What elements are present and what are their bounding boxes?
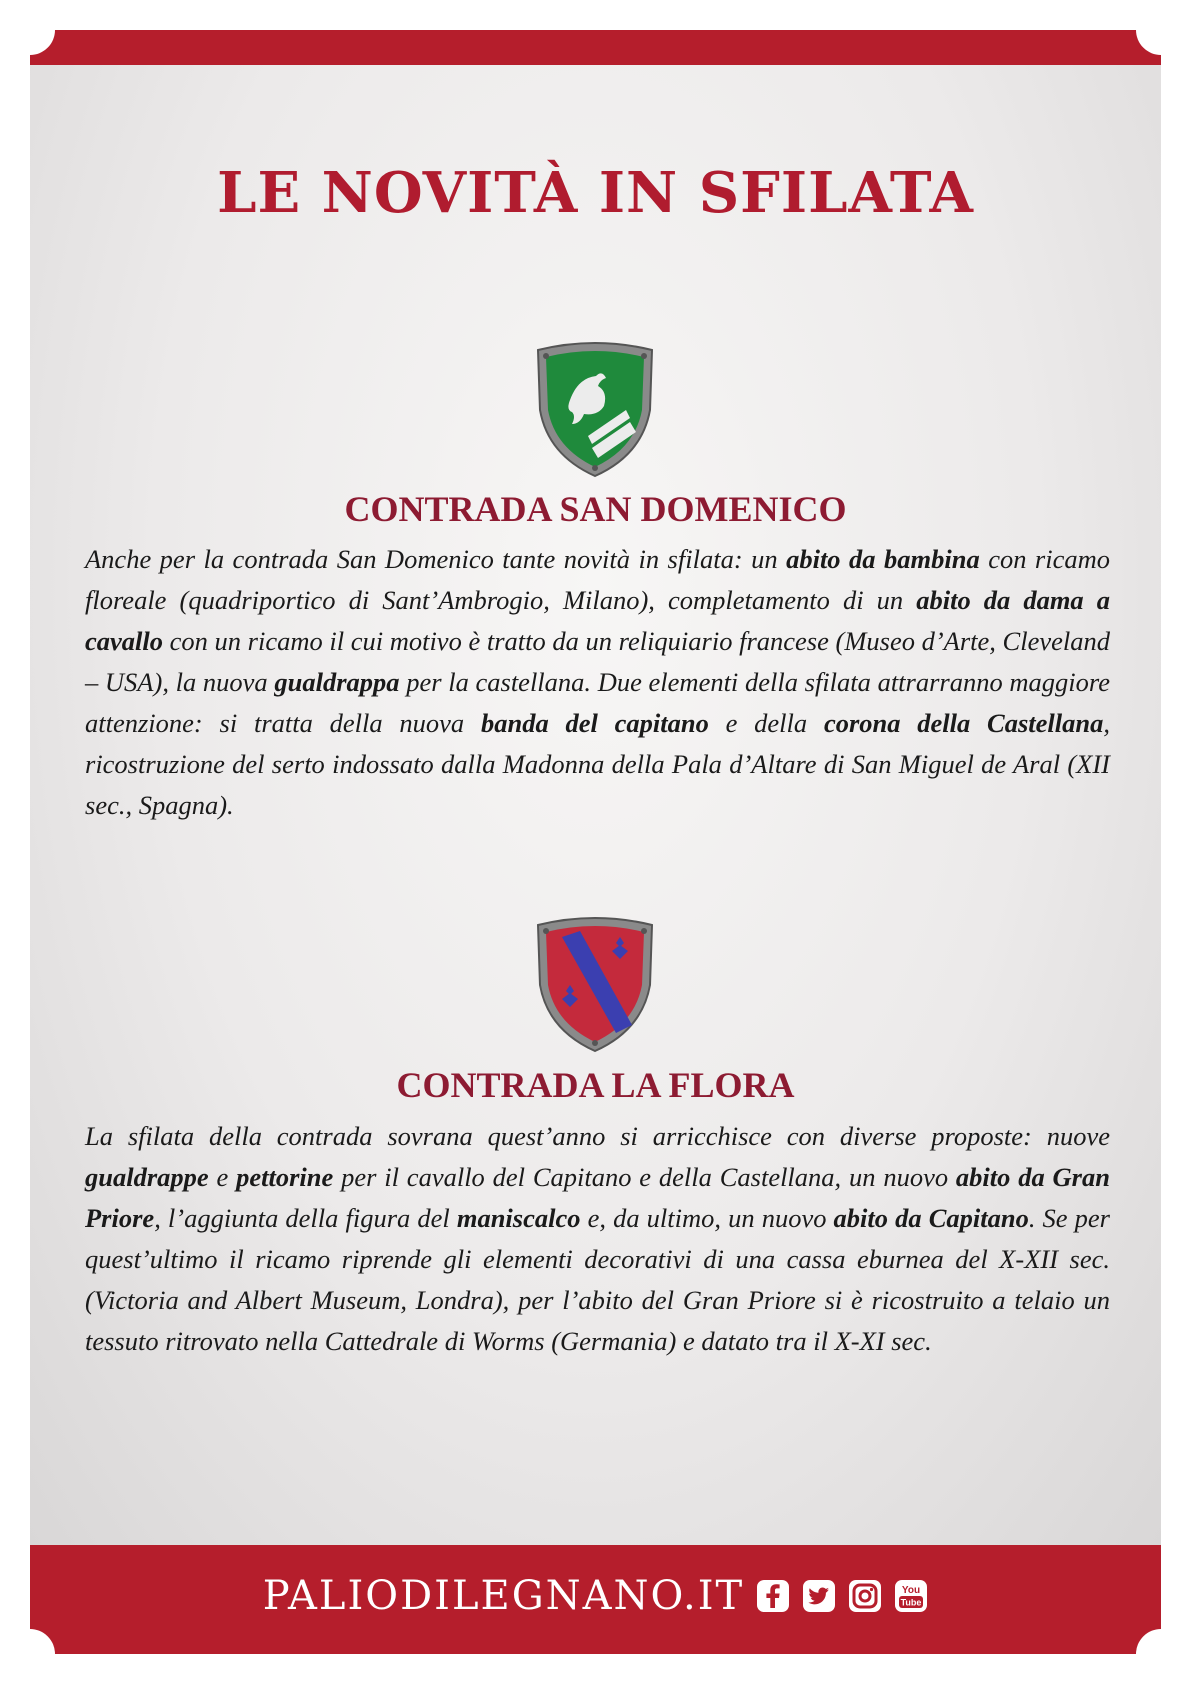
section-heading-la-flora: CONTRADA LA FLORA [396,1065,795,1105]
highlight-term: abito da Gran Priore [85,1162,1110,1233]
body-text: La sfilata della contrada sovrana quest’anno si arricchisce con diverse proposte: nuove [85,1121,1110,1151]
highlight-term: banda del capitano [480,708,709,738]
body-text: , l’aggiunta della figura del [154,1203,457,1233]
body-text: . Se per quest’ultimo il ricamo riprende gli elementi decorativi di una cassa eburnea del X-XII sec. (Victoria and Albert Museum, Londra), per l’abito del Gran Priore si è ricostruito a telaio un tessuto ritrovato nella Cattedrale di Worms (Germania) e datato tra il X-XI sec. [85,1203,1110,1356]
twitter-icon[interactable] [802,1579,836,1613]
highlight-term: pettorine [236,1162,334,1192]
body-text: e [208,1162,237,1192]
facebook-icon[interactable] [756,1579,790,1613]
highlight-term: gualdrappa [274,667,400,697]
body-text: , ricostruzione del serto indossato dalla Madonna della Pala d’Altare di San Miguel de Aral (XII sec., Spagna). [85,708,1110,820]
section-heading-san-domenico: CONTRADA SAN DOMENICO [344,489,847,529]
highlight-term: abito da Capitano [833,1203,1029,1233]
youtube-label-top: You [902,1585,921,1596]
highlight-term: maniscalco [456,1203,581,1233]
corner-notch [5,5,55,55]
corner-notch [1136,1629,1186,1679]
section-body-san-domenico [85,539,1110,826]
footer [0,1573,1191,1619]
youtube-icon[interactable] [894,1579,928,1613]
body-text: e, da ultimo, un nuovo [580,1203,834,1233]
page-title: LE NOVITÀ IN SFILATA [217,160,974,226]
highlight-term: abito da bambina [786,544,980,574]
instagram-icon[interactable] [848,1579,882,1613]
body-text: Anche per la contrada San Domenico tante novità in sfilata: un [85,544,787,574]
body-text: con ricamo floreale (quadriportico di Sant’Ambrogio, Milano), completamento di un [85,544,1110,615]
highlight-term: abito da dama a cavallo [85,585,1110,656]
san-domenico-shield-icon [532,340,658,480]
youtube-label-bottom: Tube [900,1597,922,1608]
body-text: con un ricamo il cui motivo è tratto da un reliquiario francese (Museo d’Arte, Cleveland – USA), la nuova [85,626,1110,697]
section-body-la-flora [85,1116,1110,1362]
body-text: per il cavallo del Capitano e della Castellana, un nuovo [333,1162,956,1192]
la-flora-shield-icon [532,915,658,1055]
body-text: per la castellana. Due elementi della sfilata attrarranno maggiore attenzione: si tratta della nuova [85,667,1111,738]
highlight-term: corona della Castellana [823,708,1104,738]
website-link[interactable]: PALIODILEGNANO.IT [262,1573,745,1619]
corner-notch [5,1629,55,1679]
corner-notch [1136,5,1186,55]
highlight-term: gualdrappe [85,1162,209,1192]
body-text: e della [708,708,824,738]
